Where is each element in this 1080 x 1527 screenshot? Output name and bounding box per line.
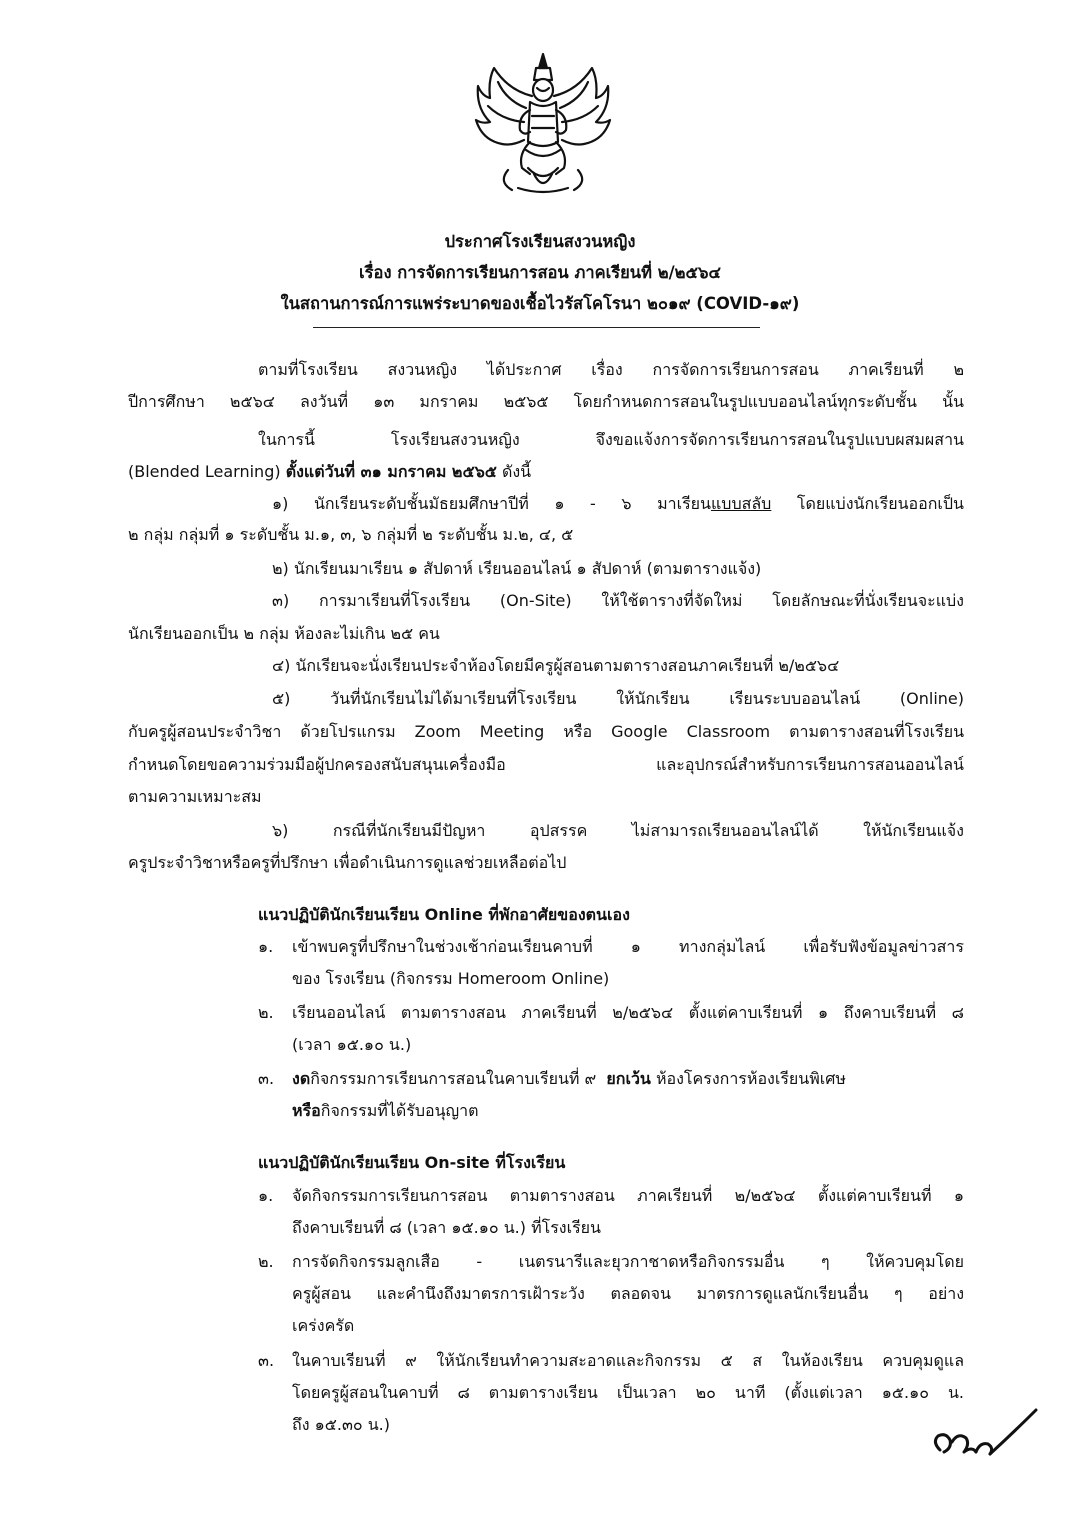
intro-p1-line2: ปีการศึกษา ๒๕๖๔ ลงวันที่ ๑๓ มกราคม ๒๕๖๕ โดยกำหนดการสอนในรูปแบบออนไลน์ทุกระดับชั้น นั้น (128, 392, 964, 411)
announcement-header (0, 226, 1080, 319)
item-5-line4: ตามความเหมาะสม (128, 787, 262, 806)
onsite-item-2-line1: การจัดกิจกรรมลูกเสือ - เนตรนารีและยุวกาชาดหรือกิจกรรมอื่น ๆ ให้ควบคุมโดย (292, 1252, 964, 1271)
header-divider (313, 327, 760, 328)
except-bold: ยกเว้น (606, 1069, 651, 1088)
item-3-line1: ๓) การมาเรียนที่โรงเรียน (On-Site) ให้ใช้ตารางที่จัดใหม่ โดยลักษณะที่นั่งเรียนจะแบ่ง (272, 591, 964, 610)
item-5-line3: กำหนดโดยขอความร่วมมือผู้ปกครองสนับสนุนเครื่องมือ และอุปกรณ์สำหรับการเรียนการสอนออนไลน์ (128, 755, 964, 774)
online-item-3-text-3: กิจกรรมที่ได้รับอนุญาต (320, 1101, 479, 1120)
item-1-text-a: ๑) นักเรียนระดับชั้นมัธยมศึกษาปีที่ ๑ - ๖ มาเรียน (272, 494, 711, 513)
header-line-3: ในสถานการณ์การแพร่ระบาดของเชื้อไวรัสโคโรนา ๒๐๑๙ (COVID-๑๙) (280, 294, 800, 313)
online-item-3-line1 (292, 1065, 846, 1093)
onsite-item-1-line2: ถึงคาบเรียนที่ ๘ (เวลา ๑๕.๑๐ น.) ที่โรงเรียน (292, 1218, 601, 1237)
item-3-line2: นักเรียนออกเป็น ๒ กลุ่ม ห้องละไม่เกิน ๒๕ คน (128, 624, 440, 643)
onsite-item-3-line1: ในคาบเรียนที่ ๙ ให้นักเรียนทำความสะอาดและกิจกรรม ๕ ส ในห้องเรียน ควบคุมดูแล (292, 1351, 964, 1370)
onsite-item-1-line1: จัดกิจกรรมการเรียนการสอน ตามตารางสอน ภาคเรียนที่ ๒/๒๕๖๔ ตั้งแต่คาบเรียนที่ ๑ (292, 1186, 964, 1205)
no-activity-bold: งด (292, 1069, 311, 1088)
handwritten-signature-icon (918, 1398, 1048, 1468)
online-item-1-line1: เข้าพบครูที่ปรึกษาในช่วงเช้าก่อนเรียนคาบที่ ๑ ทางกลุ่มไลน์ เพื่อรับฟังข้อมูลข่าวสาร (292, 937, 964, 956)
online-item-2-line1: เรียนออนไลน์ ตามตารางสอน ภาคเรียนที่ ๒/๒๕๖๔ ตั้งแต่คาบเรียนที่ ๑ ถึงคาบเรียนที่ ๘ (292, 1003, 964, 1022)
item-1-line1 (272, 490, 964, 518)
blended-learning-text: (Blended Learning) (128, 462, 281, 481)
intro-p1-line1: ตามที่โรงเรียน สงวนหญิง ได้ประกาศ เรื่อง การจัดการเรียนการสอน ภาคเรียนที่ ๒ (258, 360, 964, 379)
item-2: ๒) นักเรียนมาเรียน ๑ สัปดาห์ เรียนออนไลน์ ๑ สัปดาห์ (ตามตารางแจ้ง) (272, 559, 762, 578)
onsite-num-3: ๓. (258, 1351, 275, 1370)
onsite-num-1: ๑. (258, 1186, 274, 1205)
onsite-section-heading: แนวปฏิบัตินักเรียนเรียน On-site ที่โรงเรียน (258, 1153, 566, 1172)
online-section-heading: แนวปฏิบัตินักเรียนเรียน Online ที่พักอาศัยของตนเอง (258, 905, 630, 924)
item-5-line1: ๕) วันที่นักเรียนไม่ได้มาเรียนที่โรงเรียน ให้นักเรียน เรียนระบบออนไลน์ (Online) (272, 689, 964, 708)
item-5-line2: กับครูผู้สอนประจำวิชา ด้วยโปรแกรม Zoom Meeting หรือ Google Classroom ตามตารางสอนที่โรงเรียน (128, 722, 964, 741)
header-line-1: ประกาศโรงเรียนสงวนหญิง (444, 232, 636, 251)
item-6-line2: ครูประจำวิชาหรือครูที่ปรึกษา เพื่อดำเนินการดูแลช่วยเหลือต่อไป (128, 853, 567, 872)
item-1-underlined: แบบสลับ (710, 494, 772, 513)
as-follows-text: ดังนี้ (501, 462, 532, 481)
online-num-1: ๑. (258, 937, 274, 956)
online-item-2-line2: (เวลา ๑๕.๑๐ น.) (292, 1035, 412, 1054)
online-item-3-line2 (292, 1097, 479, 1125)
start-date-text: ตั้งแต่วันที่ ๓๑ มกราคม ๒๕๖๕ (285, 462, 497, 481)
garuda-emblem-icon (468, 50, 618, 200)
or-bold: หรือ (292, 1101, 321, 1120)
item-4: ๔) นักเรียนจะนั่งเรียนประจำห้องโดยมีครูผู้สอนตามตารางสอนภาคเรียนที่ ๒/๒๕๖๔ (272, 656, 840, 675)
intro-p2-line1: ในการนี้ โรงเรียนสงวนหญิง จึงขอแจ้งการจัดการเรียนการสอนในรูปแบบผสมผสาน (258, 430, 964, 449)
onsite-item-2-line2: ครูผู้สอน และคำนึงถึงมาตรการเฝ้าระวัง ตลอดจน มาตรการดูแลนักเรียนอื่น ๆ อย่าง (292, 1284, 964, 1303)
onsite-item-2-line3: เคร่งครัด (292, 1316, 355, 1335)
onsite-item-3-line2: โดยครูผู้สอนในคาบที่ ๘ ตามตารางเรียน เป็นเวลา ๒๐ นาที (ตั้งแต่เวลา ๑๕.๑๐ น. (292, 1383, 964, 1402)
item-1-text-c: โดยแบ่งนักเรียนออกเป็น (796, 494, 964, 513)
online-num-2: ๒. (258, 1003, 274, 1022)
intro-p2-line2 (128, 458, 531, 486)
online-item-1-line2: ของ โรงเรียน (กิจกรรม Homeroom Online) (292, 969, 610, 988)
header-line-2: เรื่อง การจัดการเรียนการสอน ภาคเรียนที่ ๒/๒๕๖๔ (359, 263, 721, 282)
item-1-line2: ๒ กลุ่ม กลุ่มที่ ๑ ระดับชั้น ม.๑, ๓, ๖ กลุ่มที่ ๒ ระดับชั้น ม.๒, ๔, ๕ (128, 525, 574, 544)
onsite-num-2: ๒. (258, 1252, 274, 1271)
item-6-line1: ๖) กรณีที่นักเรียนมีปัญหา อุปสรรค ไม่สามารถเรียนออนไลน์ได้ ให้นักเรียนแจ้ง (272, 821, 964, 840)
online-item-3-text-1: กิจกรรมการเรียนการสอนในคาบเรียนที่ ๙ (310, 1069, 597, 1088)
onsite-item-3-line3: ถึง ๑๕.๓๐ น.) (292, 1415, 390, 1434)
online-item-3-text-2: ห้องโครงการห้องเรียนพิเศษ (655, 1069, 846, 1088)
online-num-3: ๓. (258, 1069, 275, 1088)
